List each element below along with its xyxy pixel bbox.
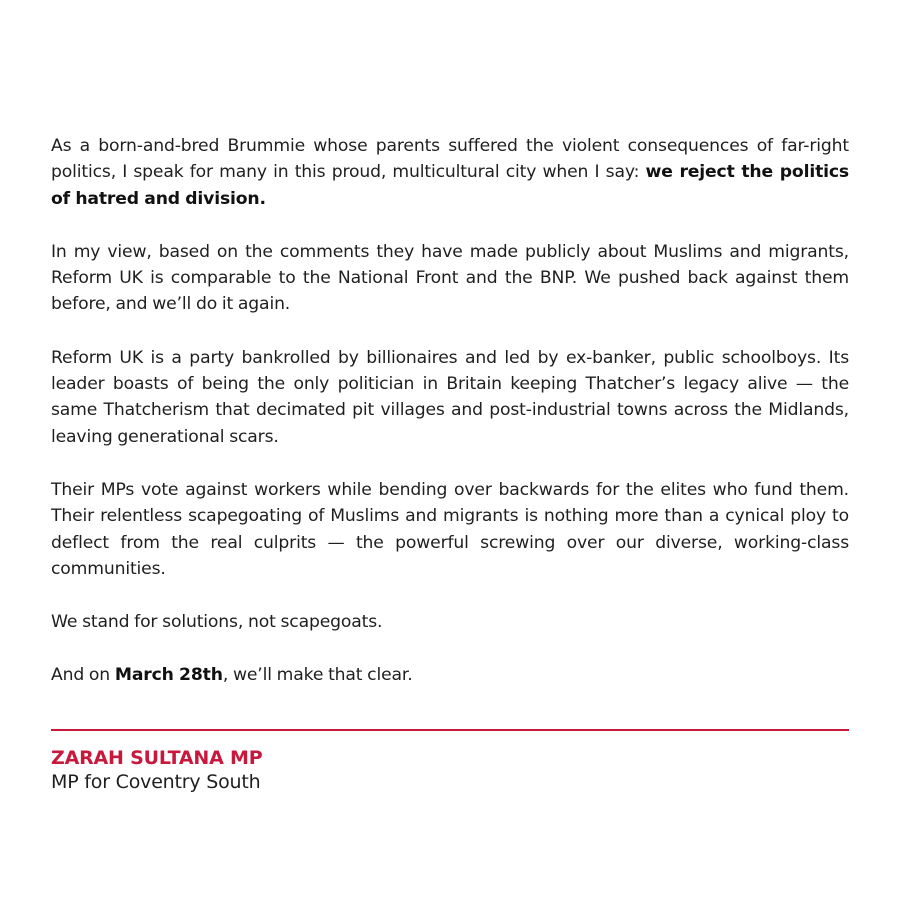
paragraph-6-bold: March 28th	[114, 665, 223, 686]
paragraph-3-text: Reform UK is a party bankrolled by billionaires and led by ex-banker, public schoolboys. Its leader boasts of being the only politician in Britain keeping Thatcher’s legacy alive — the same Thatcherism that decimated pit villages and post-industrial towns across the Midlands, leaving generational scars.	[51, 347, 849, 447]
paragraph-1-bold: we reject the politics of hatred and division.	[51, 162, 849, 209]
statement-body	[51, 133, 849, 716]
signature-name: ZARAH SULTANA MP	[51, 747, 263, 769]
paragraph-1	[51, 133, 849, 212]
paragraph-6-text: And on	[51, 665, 115, 686]
paragraph-2-text: In my view, based on the comments they have made publicly about Muslims and migrants, Reform UK is comparable to the National Front and the BNP. We pushed back against them before, and we’ll do it again.	[51, 241, 849, 315]
paragraph-4-text: Their MPs vote against workers while bending over backwards for the elites who fund them. Their relentless scapegoating of Muslims and migrants is nothing more than a cynical ploy to deflect from the real culprits — the powerful screwing over our diverse, working-class communities.	[51, 479, 849, 579]
signature-role: MP for Coventry South	[51, 771, 261, 793]
signature-block	[51, 746, 262, 794]
signature-divider	[51, 729, 849, 731]
paragraph-5	[51, 609, 849, 635]
paragraph-4	[51, 477, 849, 582]
paragraph-3	[51, 345, 849, 450]
paragraph-6	[51, 662, 849, 688]
paragraph-2	[51, 239, 849, 318]
paragraph-1-text: As a born-and-bred Brummie whose parents suffered the violent consequences of far-right politics, I speak for many in this proud, multicultural city when I say:	[51, 136, 849, 183]
paragraph-6-text-end: , we’ll make that clear.	[222, 665, 413, 686]
paragraph-5-text: We stand for solutions, not scapegoats.	[51, 612, 383, 633]
